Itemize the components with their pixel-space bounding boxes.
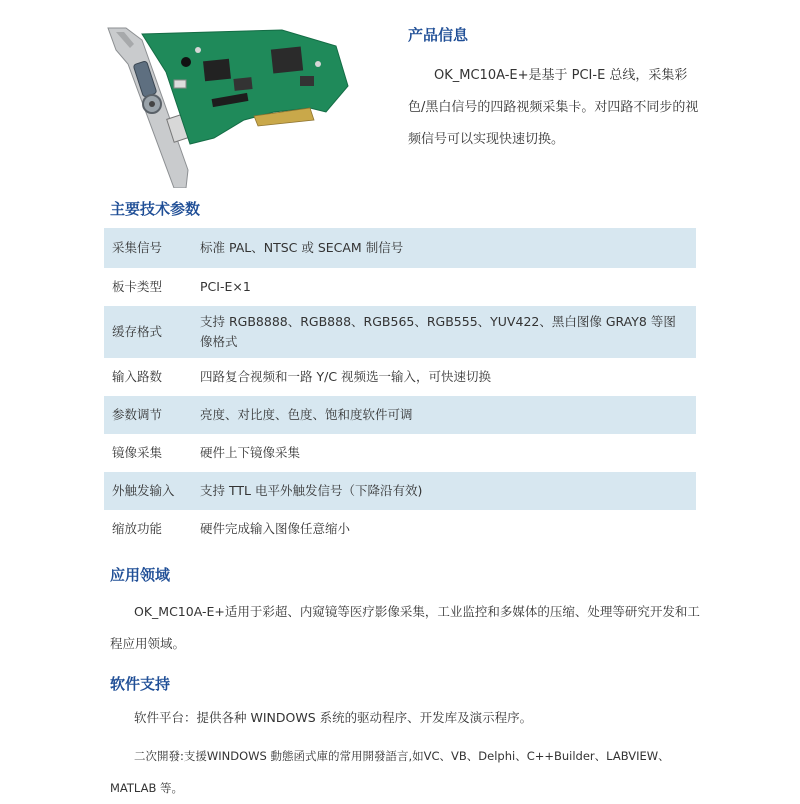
spec-key: 缓存格式	[112, 324, 163, 339]
table-row	[104, 268, 696, 306]
spec-key: 参数调节	[112, 407, 163, 422]
spec-value: 亮度、对比度、色度、饱和度软件可调	[200, 407, 413, 422]
software-secondary-text: 二次開發:支援WINDOWS 動態函式庫的常用開發語言,如VC、VB、Delphi、C++Builder、LABVIEW、MATLAB 等。	[110, 749, 670, 795]
specs-table	[104, 228, 696, 548]
applications-heading: 应用领域	[110, 566, 171, 584]
spec-key: 采集信号	[112, 240, 163, 255]
product-info-text: OK_MC10A-E+是基于 PCI-E 总线，采集彩色/黑白信号的四路视频采集卡。对四路不同步的视频信号可以实现快速切换。	[408, 68, 699, 147]
spec-value: 四路复合视频和一路 Y/C 视频选一输入，可快速切换	[200, 369, 492, 384]
table-row	[104, 228, 696, 268]
spec-value: 硬件完成输入图像任意缩小	[200, 521, 351, 536]
specs-heading: 主要技术参数	[110, 200, 201, 218]
spec-key: 镜像采集	[112, 445, 163, 460]
applications-text: OK_MC10A-E+适用于彩超、内窥镜等医疗影像采集，工业监控和多媒体的压缩、处理等研究开发和工程应用领域。	[110, 604, 700, 651]
spec-value: 支持 TTL 电平外触发信号（下降沿有效)	[200, 483, 423, 498]
spec-key: 板卡类型	[112, 279, 163, 294]
spec-key: 外触发输入	[112, 483, 175, 498]
spec-value: PCI-E×1	[200, 279, 251, 294]
table-row	[104, 510, 696, 548]
spec-value: 标准 PAL、NTSC 或 SECAM 制信号	[200, 240, 404, 255]
table-row	[104, 306, 696, 358]
spec-value: 支持 RGB8888、RGB888、RGB565、RGB555、YUV422、黑白图像 GRAY8 等图像格式	[200, 314, 676, 349]
product-card-image	[104, 20, 372, 188]
spec-key: 输入路数	[112, 369, 163, 384]
table-row	[104, 434, 696, 472]
table-row	[104, 472, 696, 510]
software-heading: 软件支持	[110, 675, 171, 693]
spec-value: 硬件上下镜像采集	[200, 445, 301, 460]
spec-key: 缩放功能	[112, 521, 163, 536]
software-platform-text: 软件平台：提供各种 WINDOWS 系统的驱动程序、开发库及演示程序。	[134, 710, 533, 725]
table-row	[104, 396, 696, 434]
product-info-heading: 产品信息	[408, 26, 469, 44]
table-row	[104, 358, 696, 396]
